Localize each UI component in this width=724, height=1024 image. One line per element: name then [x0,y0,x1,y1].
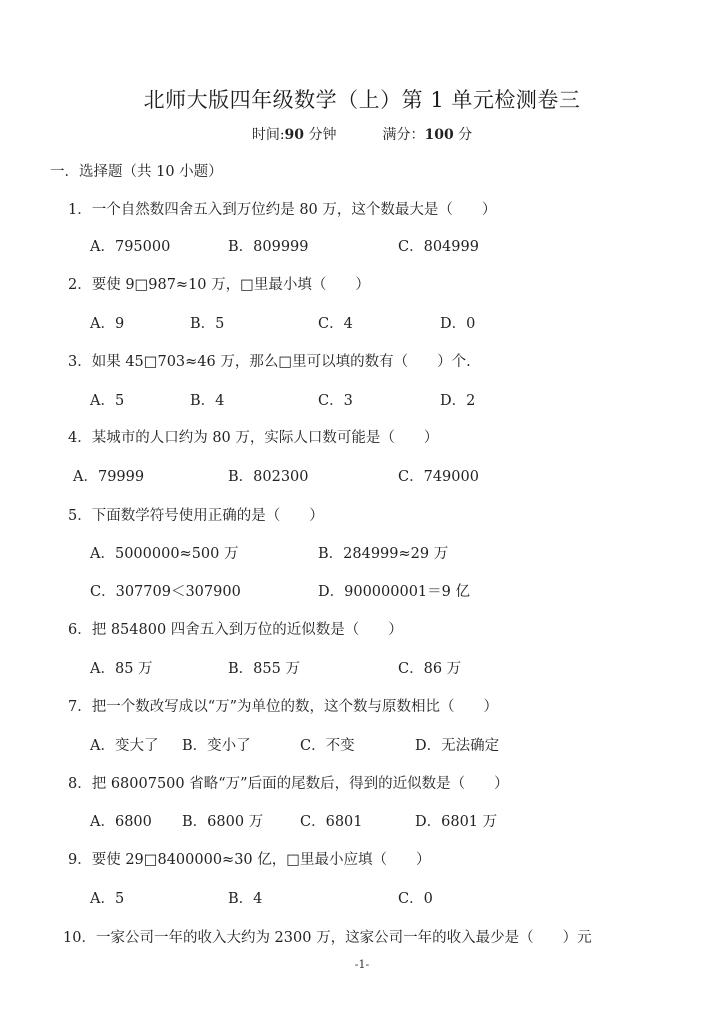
question-9-option-b: B．4 [228,891,263,907]
question-8-option-b: B．6800 万 [182,814,264,830]
question-5-option-a: A．5000000≈500 万 [90,546,239,562]
question-2-option-c: C．4 [318,316,353,332]
question-6-option-a: A．85 万 [90,661,153,677]
score-unit: 分 [453,127,473,143]
question-2-option-b: B．5 [190,316,225,332]
question-7-option-d: D．无法确定 [415,738,500,754]
question-7-stem: 7．把一个数改写成以“万”为单位的数，这个数与原数相比（ ） [68,699,499,715]
question-2-option-a: A．9 [90,316,125,332]
question-1-option-b: B．809999 [228,239,309,255]
question-5-option-d: D．900000001＝9 亿 [318,584,470,600]
time-unit: 分钟 [304,127,337,143]
question-8-option-a: A．6800 [90,814,152,830]
question-3-option-a: A．5 [90,393,125,409]
question-6-option-b: B．855 万 [228,661,300,677]
question-3-option-b: B．4 [190,393,225,409]
question-5-stem: 5．下面数学符号使用正确的是（ ） [68,508,324,524]
question-1-option-a: A．795000 [90,239,171,255]
question-7-option-b: B．变小了 [182,738,251,754]
time-value: 90 [284,127,305,143]
time-label: 时间: [251,127,285,143]
section-header: 一．选择题（共 10 小题） [50,164,223,180]
question-7-option-a: A．变大了 [90,738,159,754]
question-5-option-b: B．284999≈29 万 [318,546,449,562]
question-4-stem: 4．某城市的人口约为 80 万，实际人口数可能是（ ） [68,430,439,446]
question-2-option-d: D．0 [440,316,476,332]
score-label: 满分： [382,127,425,143]
question-9-stem: 9．要使 29□8400000≈30 亿，□里最小应填（ ） [68,852,431,868]
question-3-option-d: D．2 [440,393,476,409]
question-8-stem: 8．把 68007500 省略“万”后面的尾数后，得到的近似数是（ ） [68,776,509,792]
question-6-stem: 6．把 854800 四舍五入到万位的近似数是（ ） [68,622,403,638]
score-value: 100 [424,127,454,143]
question-1-option-c: C．804999 [398,239,479,255]
question-9-option-c: C．0 [398,891,433,907]
question-1-stem: 1．一个自然数四舍五入到万位约是 80 万，这个数最大是（ ） [68,202,497,218]
question-7-option-c: C．不变 [300,738,355,754]
question-3-option-c: C．3 [318,393,353,409]
question-10-stem: 10．一家公司一年的收入大约为 2300 万，这家公司一年的收入最少是（ ）元 [63,930,592,946]
question-4-option-a: A．79999 [73,469,145,485]
question-4-option-b: B．802300 [228,469,309,485]
question-8-option-d: D．6801 万 [415,814,498,830]
question-4-option-c: C．749000 [398,469,479,485]
page-number: -1- [354,958,370,971]
question-3-stem: 3．如果 45□703≈46 万，那么□里可以填的数有（ ）个. [68,354,471,370]
question-5-option-c: C．307709＜307900 [90,584,241,600]
document-title: 北师大版四年级数学（上）第 1 单元检测卷三 [143,88,581,112]
exam-info [0,124,724,144]
question-9-option-a: A．5 [90,891,125,907]
question-8-option-c: C．6801 [300,814,363,830]
question-2-stem: 2．要使 9□987≈10 万，□里最小填（ ） [68,277,370,293]
question-6-option-c: C．86 万 [398,661,462,677]
